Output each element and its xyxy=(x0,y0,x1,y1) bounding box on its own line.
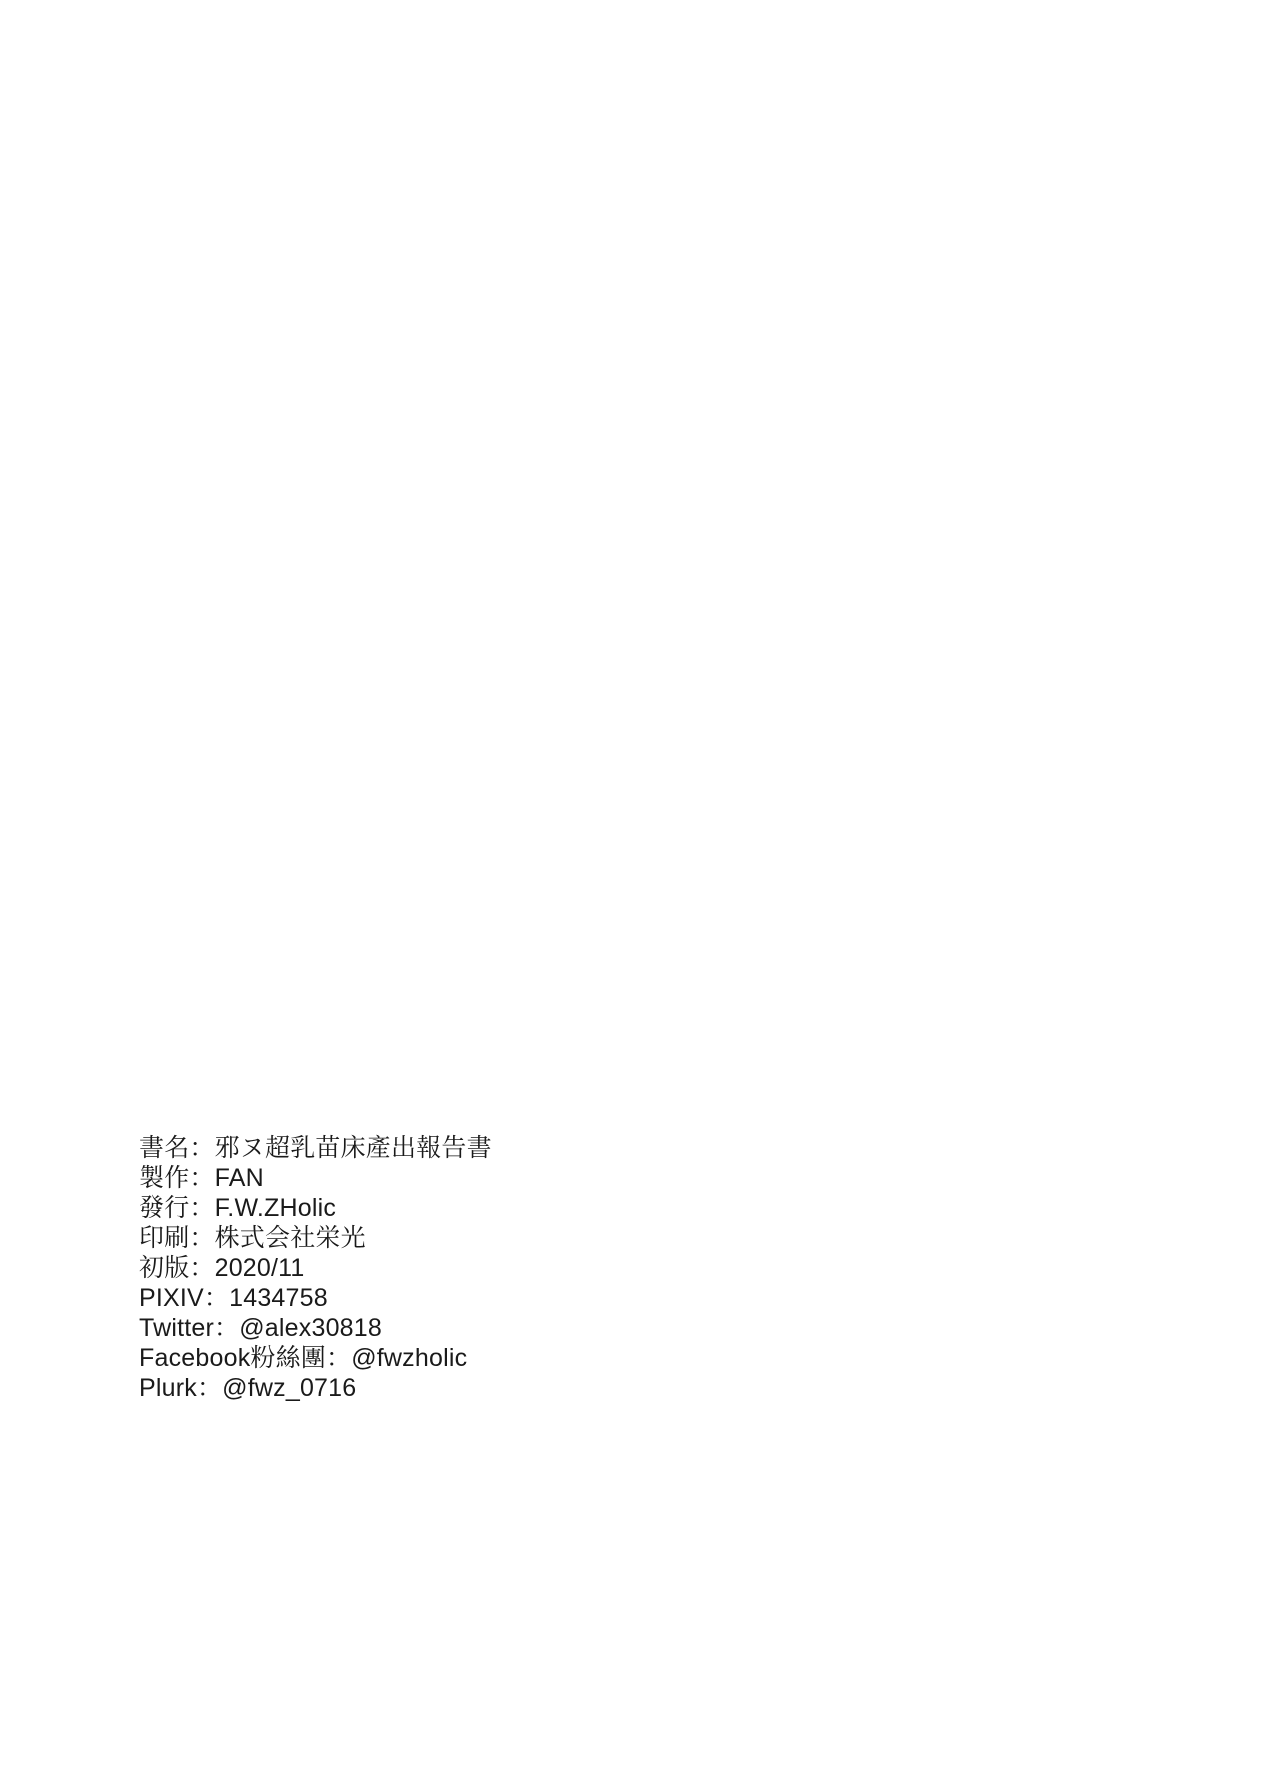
colophon-line-producer: 製作：FAN xyxy=(139,1164,264,1192)
colophon-line-title: 書名：邪ヌ超乳苗床產出報告書 xyxy=(139,1134,492,1162)
colophon-line-publisher: 發行：F.W.ZHolic xyxy=(139,1194,337,1222)
colophon-line-facebook: Facebook粉絲團：@fwzholic xyxy=(139,1344,468,1372)
colophon-line-edition: 初版：2020/11 xyxy=(139,1254,305,1282)
colophon-line-printer: 印刷：株式会社栄光 xyxy=(139,1224,366,1252)
colophon-line-plurk: Plurk：@fwz_0716 xyxy=(139,1374,357,1402)
colophon-line-pixiv: PIXIV：1434758 xyxy=(139,1284,328,1312)
colophon-block xyxy=(139,1133,1039,1403)
colophon-line-twitter: Twitter：@alex30818 xyxy=(139,1314,382,1342)
